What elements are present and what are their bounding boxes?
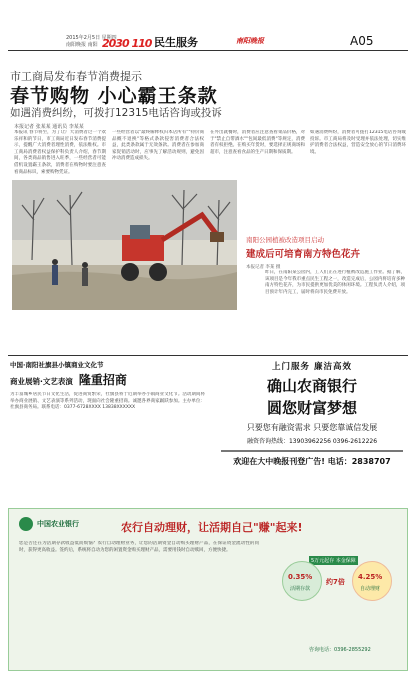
bank-logo xyxy=(19,517,79,531)
abc-hotline: 融资咨询热线：13903962256 0396-2612226 xyxy=(246,438,378,445)
photo-story-body: 昨日，在南阳某公园内，工人们正在进行植被改造施工作业。据了解，该项目是今年我市重点民生工程之一，改造完成后，公园内将培育多种南方特色花卉，为市民提供更加优美的休闲环境。工程负责人介绍，项目预计年内完工，届时将向市民免费开放。 xyxy=(265,270,405,295)
header-date: 2015年2月5日 星期四 xyxy=(66,35,117,41)
rate2-label: 自动理财 xyxy=(360,586,381,592)
lead-column-3: 在外出就餐时，消费者应注意查看菜品价格，对于"禁止自带酒水""包间最低消费"等规定，消费者有权拒绝。在购买年货时，要选择正规商场和超市，注意查看食品的生产日期和保质期。 xyxy=(210,130,305,155)
ad-hotline: 咨询电话：0396-2855292 xyxy=(309,647,371,653)
market-title-sub: 商业展销·文艺表演 xyxy=(10,377,73,386)
lead-column-2: 一些经营者以"最终解释权归本店所有""特价商品概不退换"等格式条款侵害消费者合法权益，此类条款属于无效条款。消费者在参加商家促销活动时，应事先了解活动规则，避免因冲动消费造成损失。 xyxy=(112,130,204,162)
photo-byline: 本报记者 李某 摄 xyxy=(246,265,281,270)
header-edition: 南阳晚报 南阳 xyxy=(66,42,98,48)
lead-subhead: 如遇消费纠纷，可拨打12315电话咨询或投诉 xyxy=(10,107,222,119)
lead-column-1: 本报讯 春节将至，为了让广大消费者过一个欢乐祥和的节日，市工商局近日发布春节消费提示，提醒广大消费者理性消费，依法维权。市工商局消费者权益保护科负责人介绍，春节期间，各类商品销售进入旺季，一些经营者可能借机设置霸王条款，消费者在购物时要注意查看商品标识，索要购物凭证。 xyxy=(14,130,106,175)
header-rule xyxy=(8,50,408,51)
market-body: 为丰富城乡居民节日文化生活，促进商贸繁荣，社旗县将于近期举办小镇商业文化节。活动期间将举办商业展销、文艺表演等系列活动，现面向社会隆重招商。诚邀各界商家踊跃参加。主办单位：社旗县商务局。联系电话：0377-6728XXXX 13838XXXXXX xyxy=(10,392,205,411)
rate-comparison xyxy=(274,549,402,604)
section-title: 民生服务 xyxy=(154,36,198,49)
ad-body: 您是否还在为活期存款收益低而烦恼？农行自动理财业务，让您的活期资金自动购买理财产品，在保证资金流动性的同时，获得更高收益。签约后，系统将自动为您的闲置资金购买理财产品，需要用钱时自动赎回，方便快捷。 xyxy=(19,541,259,553)
lead-column-4: 如遇消费纠纷，消费者可拨打12315电话咨询或投诉。市工商局将及时受理并依法处理，切实维护消费者合法权益，营造安全放心的节日消费环境。 xyxy=(310,130,406,155)
photo-kicker: 南阳公园植被改造项目启动 xyxy=(246,236,324,244)
abc-title-1: 确山农商银行 xyxy=(266,377,357,395)
lead-byline: 本报记者 张某某 通讯员 李某某 xyxy=(14,124,84,130)
header-logo-number: 2030 110 xyxy=(102,37,152,50)
rate1-label: 活期存款 xyxy=(290,586,311,592)
abc-divider xyxy=(221,450,403,452)
rate2-value: 4.25% xyxy=(358,573,383,581)
rate1-circle xyxy=(282,561,322,601)
construction-photo xyxy=(12,180,237,310)
rate2-circle xyxy=(352,561,392,601)
market-title-row xyxy=(10,371,205,388)
market-title-main: 隆重招商 xyxy=(78,373,127,387)
ad-tagline: 欢迎在大中晚报刊登广告! 电话：2838707 xyxy=(233,457,391,466)
brand-logo: 南阳晚报 xyxy=(236,37,264,45)
lead-kicker: 市工商局发布春节消费提示 xyxy=(10,70,142,83)
ad-title: 农行自动理财，让活期自己"赚"起来! xyxy=(121,521,303,534)
abc-title-2: 圆您财富梦想 xyxy=(266,399,357,417)
market-kicker: 中国·南阳社旗县小镇商业文化节 xyxy=(10,361,104,369)
lead-headline: 春节购物 小心霸王条款 xyxy=(10,85,218,107)
photo-title: 建成后可培育南方特色花卉 xyxy=(246,249,361,260)
section-rule xyxy=(8,355,408,356)
abc-bank-ad xyxy=(215,360,409,500)
bank-name: 中国农业银行 xyxy=(37,520,79,528)
page-number: A05 xyxy=(350,34,374,48)
product-tag: 5万元起存 本金保障 xyxy=(311,558,356,564)
abc-kicker: 上门服务 廉洁高效 xyxy=(272,362,352,372)
abc-slogan: 只要您有融资需求 只要您靠诚信发展 xyxy=(246,423,378,432)
rate1-value: 0.35% xyxy=(288,573,313,581)
rate-multiplier: 约7倍 xyxy=(326,578,345,586)
bank-logo-icon xyxy=(19,517,33,531)
page-header xyxy=(0,0,415,62)
agri-bank-ad xyxy=(8,508,408,671)
